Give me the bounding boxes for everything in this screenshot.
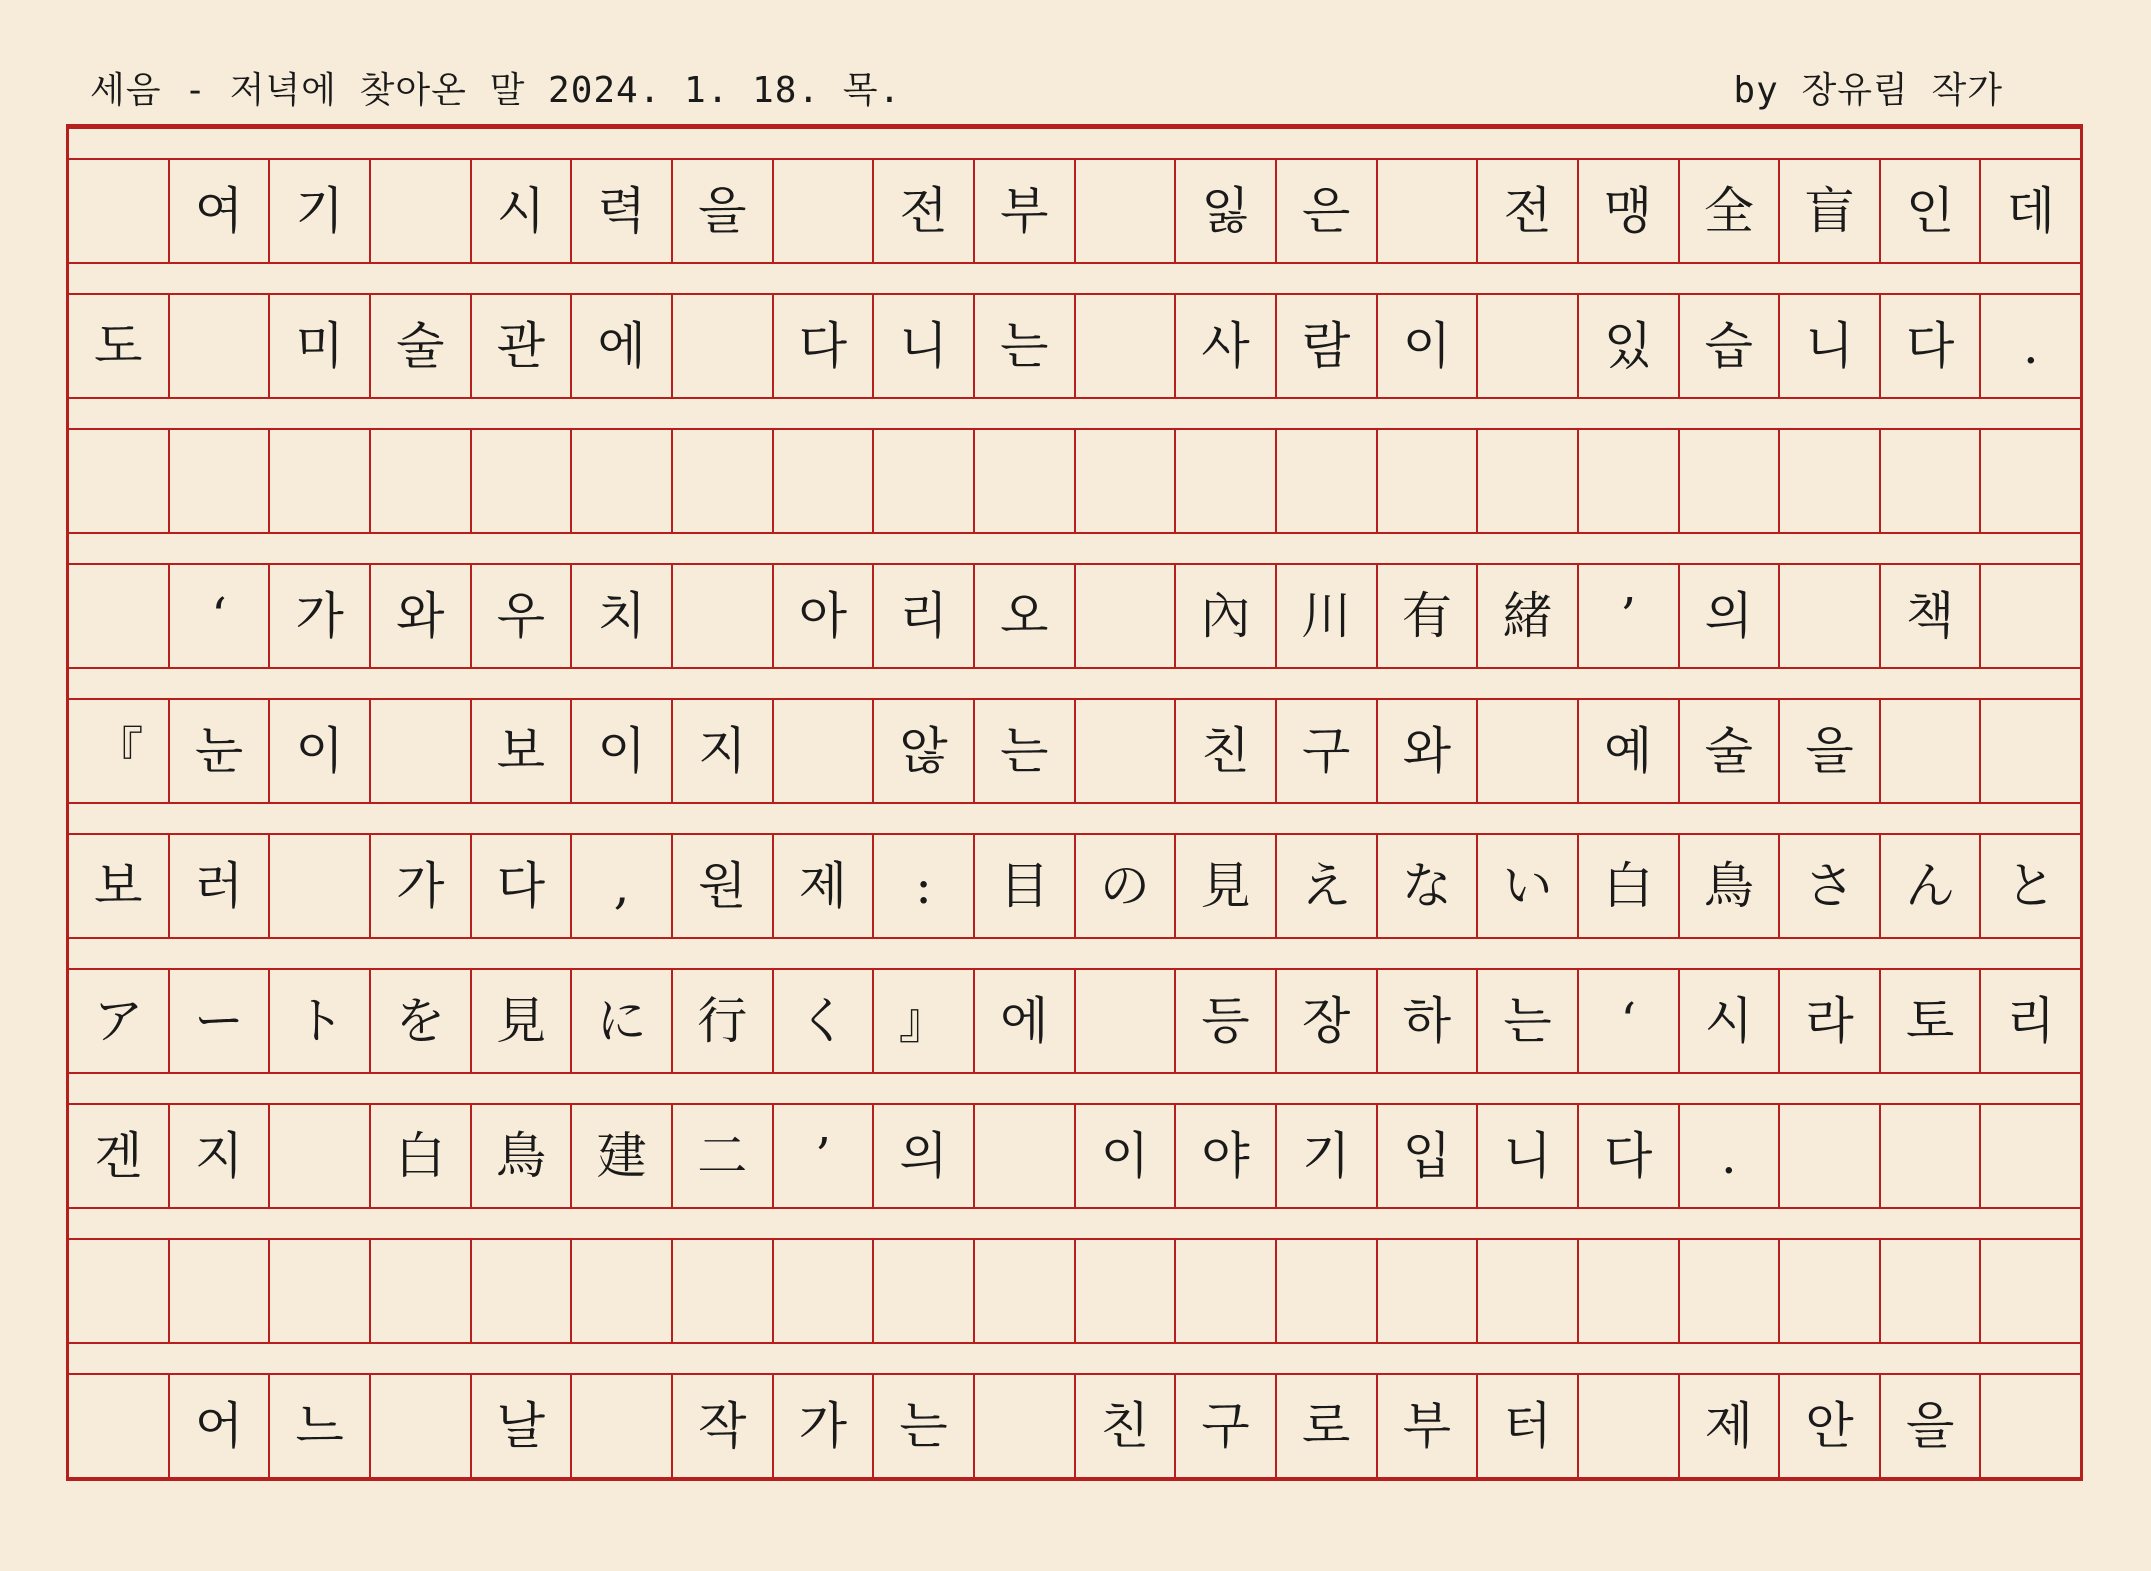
grid-cell: 』 xyxy=(874,970,975,1072)
grid-cell xyxy=(874,1240,975,1342)
grid-cell: 이 xyxy=(1076,1105,1177,1207)
grid-cell: 있 xyxy=(1579,295,1680,397)
header-title: 세음 - 저녁에 찾아온 말 2024. 1. 18. 목. xyxy=(90,70,902,111)
grid-cell xyxy=(1881,1105,1982,1207)
grid-cell xyxy=(371,1375,472,1477)
grid-cell xyxy=(1076,295,1177,397)
grid-cell: ’ xyxy=(1579,565,1680,667)
grid-cell: 책 xyxy=(1881,565,1982,667)
grid-cell xyxy=(1981,1375,2080,1477)
grid-cell: 안 xyxy=(1780,1375,1881,1477)
grid-cell: 內 xyxy=(1176,565,1277,667)
grid-cell: 을 xyxy=(1881,1375,1982,1477)
grid-cell: 도 xyxy=(69,295,170,397)
grid-cell xyxy=(170,295,271,397)
row-spacer xyxy=(69,667,2080,700)
row-spacer xyxy=(69,532,2080,565)
grid-cell xyxy=(371,1240,472,1342)
grid-cell: 제 xyxy=(1680,1375,1781,1477)
grid-cell xyxy=(69,565,170,667)
grid-cell xyxy=(1378,160,1479,262)
row-spacer xyxy=(69,1342,2080,1375)
grid-row xyxy=(69,565,2080,667)
grid-cell: と xyxy=(2005,857,2056,915)
grid-cell: さ xyxy=(1780,835,1881,937)
grid-cell xyxy=(1478,295,1579,397)
grid-cell: 날 xyxy=(472,1375,573,1477)
grid-cell: 의 xyxy=(874,1105,975,1207)
grid-cell xyxy=(673,430,774,532)
row-spacer xyxy=(69,937,2080,970)
grid-cell xyxy=(371,430,472,532)
grid-cell: 다 xyxy=(472,835,573,937)
row-spacer xyxy=(69,262,2080,295)
grid-cell: 친 xyxy=(1176,700,1277,802)
grid-cell: 전 xyxy=(1478,160,1579,262)
grid-cell xyxy=(1881,700,1982,802)
grid-cell xyxy=(1277,430,1378,532)
grid-cell xyxy=(975,430,1076,532)
grid-cell: 작 xyxy=(673,1375,774,1477)
grid-cell: 白 xyxy=(371,1105,472,1207)
grid-cell: 行 xyxy=(673,970,774,1072)
grid-cell: 目 xyxy=(975,835,1076,937)
grid-cell xyxy=(1176,430,1277,532)
grid-cell: 보 xyxy=(69,835,170,937)
grid-cell: 리 xyxy=(874,565,975,667)
grid-cell xyxy=(1780,1105,1881,1207)
grid-cell xyxy=(1981,565,2080,667)
grid-cell: 鳥 xyxy=(1680,835,1781,937)
grid-cell: 인 xyxy=(1881,160,1982,262)
grid-cell: 부 xyxy=(1378,1375,1479,1477)
grid-cell: 시 xyxy=(472,160,573,262)
grid-cell: 하 xyxy=(1378,970,1479,1072)
grid-cell: 람 xyxy=(1277,295,1378,397)
grid-cell: 는 xyxy=(874,1375,975,1477)
grid-cell xyxy=(572,1240,673,1342)
grid-cell: 러 xyxy=(170,835,271,937)
grid-cell xyxy=(874,430,975,532)
grid-cell: ん xyxy=(1881,835,1982,937)
grid-cell xyxy=(371,160,472,262)
grid-cell: 鳥 xyxy=(472,1105,573,1207)
grid-row xyxy=(69,970,2080,1072)
grid-cell xyxy=(1579,430,1680,532)
grid-cell: 지 xyxy=(170,1105,271,1207)
grid-cell: 川 xyxy=(1277,565,1378,667)
grid-cell: 여 xyxy=(170,160,271,262)
header-author: by 장유림 작가 xyxy=(1733,70,2003,111)
grid-cell: 우 xyxy=(472,565,573,667)
grid-cell xyxy=(673,295,774,397)
grid-cell: , xyxy=(572,835,673,937)
grid-cell: 구 xyxy=(1176,1375,1277,1477)
grid-cell xyxy=(69,160,170,262)
grid-cell: ’ xyxy=(774,1105,875,1207)
grid-cell xyxy=(1076,430,1177,532)
grid-cell: え xyxy=(1277,835,1378,937)
grid-cell xyxy=(1981,1240,2080,1342)
row-spacer xyxy=(69,1072,2080,1105)
grid-cell xyxy=(1478,430,1579,532)
grid-cell xyxy=(975,1375,1076,1477)
grid-cell: ト xyxy=(270,970,371,1072)
grid-cell: 가 xyxy=(371,835,472,937)
grid-cell xyxy=(774,160,875,262)
row-spacer xyxy=(69,1207,2080,1240)
grid-cell: 다 xyxy=(1579,1105,1680,1207)
grid-cell: 二 xyxy=(673,1105,774,1207)
grid-cell: 느 xyxy=(270,1375,371,1477)
grid-cell: 잃 xyxy=(1176,160,1277,262)
grid-cell xyxy=(572,1375,673,1477)
grid-cell: 술 xyxy=(1680,700,1781,802)
grid-cell xyxy=(1780,430,1881,532)
grid-row xyxy=(69,430,2080,532)
grid-cell: 는 xyxy=(1478,970,1579,1072)
grid-cell xyxy=(1780,1240,1881,1342)
grid-cell xyxy=(270,1240,371,1342)
grid-cell: 원 xyxy=(673,835,774,937)
grid-cell xyxy=(1277,1240,1378,1342)
grid-cell: 이 xyxy=(1378,295,1479,397)
grid-cell: 建 xyxy=(572,1105,673,1207)
grid-cell: ‘ xyxy=(1579,970,1680,1072)
grid-cell: 라 xyxy=(1780,970,1881,1072)
grid-cell: 가 xyxy=(270,565,371,667)
grid-row xyxy=(69,1240,2080,1342)
grid-cell: 全 xyxy=(1680,160,1781,262)
grid-cell: 니 xyxy=(874,295,975,397)
grid-cell xyxy=(572,430,673,532)
grid-cell: 예 xyxy=(1579,700,1680,802)
grid-cell xyxy=(472,1240,573,1342)
grid-cell: 친 xyxy=(1076,1375,1177,1477)
grid-cell: 는 xyxy=(975,295,1076,397)
grid-cell: 리 xyxy=(2006,992,2055,1050)
grid-cell: ‘ xyxy=(170,565,271,667)
grid-cell: 어 xyxy=(170,1375,271,1477)
row-spacer xyxy=(69,397,2080,430)
row-spacer xyxy=(69,127,2080,160)
grid-cell xyxy=(1579,1375,1680,1477)
grid-cell xyxy=(1981,430,2080,532)
grid-cell: 에 xyxy=(975,970,1076,1072)
grid-cell xyxy=(1680,430,1781,532)
grid-cell: 력 xyxy=(572,160,673,262)
grid-row xyxy=(69,295,2080,397)
grid-cell: 緒 xyxy=(1478,565,1579,667)
grid-cell: 기 xyxy=(1277,1105,1378,1207)
grid-cell xyxy=(1076,700,1177,802)
grid-cell: 니 xyxy=(1780,295,1881,397)
grid-cell: 등 xyxy=(1176,970,1277,1072)
grid-cell: 니 xyxy=(1478,1105,1579,1207)
grid-row xyxy=(69,1105,2080,1207)
grid-cell: 有 xyxy=(1378,565,1479,667)
manuscript-grid xyxy=(66,124,2083,1481)
grid-cell: 입 xyxy=(1378,1105,1479,1207)
grid-cell xyxy=(1478,700,1579,802)
grid-cell xyxy=(1076,1240,1177,1342)
grid-cell xyxy=(1981,1105,2080,1207)
grid-cell xyxy=(673,1240,774,1342)
grid-cell: 다 xyxy=(774,295,875,397)
grid-cell: 이 xyxy=(572,700,673,802)
grid-cell: 터 xyxy=(1478,1375,1579,1477)
grid-cell: く xyxy=(774,970,875,1072)
grid-cell: な xyxy=(1378,835,1479,937)
grid-cell: 겐 xyxy=(69,1105,170,1207)
grid-cell: 오 xyxy=(975,565,1076,667)
grid-cell: 야 xyxy=(1176,1105,1277,1207)
grid-cell: 에 xyxy=(572,295,673,397)
grid-row xyxy=(69,700,2080,802)
grid-cell xyxy=(1478,1240,1579,1342)
grid-cell xyxy=(1378,430,1479,532)
grid-cell: 술 xyxy=(371,295,472,397)
grid-cell: を xyxy=(371,970,472,1072)
grid-cell: 와 xyxy=(371,565,472,667)
grid-cell: 가 xyxy=(774,1375,875,1477)
grid-cell xyxy=(1881,430,1982,532)
grid-cell: : xyxy=(874,835,975,937)
grid-cell xyxy=(1076,970,1177,1072)
grid-cell: 토 xyxy=(1881,970,1982,1072)
grid-cell: 을 xyxy=(673,160,774,262)
grid-cell xyxy=(1076,160,1177,262)
grid-cell: 기 xyxy=(270,160,371,262)
grid-cell: 습 xyxy=(1680,295,1781,397)
grid-cell: 않 xyxy=(874,700,975,802)
grid-cell xyxy=(673,565,774,667)
grid-cell xyxy=(69,1375,170,1477)
grid-cell xyxy=(170,430,271,532)
grid-cell: 見 xyxy=(472,970,573,1072)
grid-cell xyxy=(1378,1240,1479,1342)
grid-cell: 맹 xyxy=(1579,160,1680,262)
row-spacer xyxy=(69,1477,2080,1490)
grid-cell xyxy=(774,430,875,532)
grid-cell: 盲 xyxy=(1780,160,1881,262)
grid-cell: 白 xyxy=(1579,835,1680,937)
grid-cell: に xyxy=(572,970,673,1072)
grid-row xyxy=(69,160,2080,262)
grid-cell xyxy=(270,1105,371,1207)
grid-cell: 의 xyxy=(1680,565,1781,667)
grid-cell xyxy=(1579,1240,1680,1342)
grid-cell xyxy=(69,1240,170,1342)
grid-cell: 지 xyxy=(673,700,774,802)
grid-cell: 로 xyxy=(1277,1375,1378,1477)
grid-cell xyxy=(69,430,170,532)
grid-cell xyxy=(1680,1240,1781,1342)
row-spacer xyxy=(69,802,2080,835)
grid-cell xyxy=(975,1240,1076,1342)
grid-cell xyxy=(472,430,573,532)
grid-cell xyxy=(1176,1240,1277,1342)
grid-cell xyxy=(270,835,371,937)
grid-cell: 사 xyxy=(1176,295,1277,397)
grid-cell xyxy=(975,1105,1076,1207)
grid-cell: 은 xyxy=(1277,160,1378,262)
grid-cell: 데 xyxy=(2006,182,2055,240)
grid-cell xyxy=(774,1240,875,1342)
grid-cell: 시 xyxy=(1680,970,1781,1072)
grid-cell xyxy=(1076,565,1177,667)
grid-cell: 을 xyxy=(1780,700,1881,802)
grid-cell: い xyxy=(1478,835,1579,937)
grid-cell: 제 xyxy=(774,835,875,937)
grid-cell: ー xyxy=(170,970,271,1072)
grid-cell: 장 xyxy=(1277,970,1378,1072)
grid-cell: 와 xyxy=(1378,700,1479,802)
grid-cell: 『 xyxy=(69,700,170,802)
grid-cell: 미 xyxy=(270,295,371,397)
grid-cell xyxy=(1780,565,1881,667)
grid-cell: 보 xyxy=(472,700,573,802)
grid-cell: 見 xyxy=(1176,835,1277,937)
grid-cell: 다 xyxy=(1881,295,1982,397)
grid-cell: 부 xyxy=(975,160,1076,262)
grid-cell: 관 xyxy=(472,295,573,397)
grid-cell xyxy=(1881,1240,1982,1342)
grid-cell: 는 xyxy=(975,700,1076,802)
grid-cell xyxy=(270,430,371,532)
grid-cell: の xyxy=(1076,835,1177,937)
grid-row xyxy=(69,835,2080,937)
grid-cell: 이 xyxy=(270,700,371,802)
grid-cell: 눈 xyxy=(170,700,271,802)
grid-cell: . xyxy=(2022,317,2039,375)
grid-cell xyxy=(1981,700,2080,802)
grid-cell: 구 xyxy=(1277,700,1378,802)
grid-cell: ア xyxy=(69,970,170,1072)
grid-cell: . xyxy=(1680,1105,1781,1207)
grid-cell xyxy=(170,1240,271,1342)
grid-cell: 치 xyxy=(572,565,673,667)
grid-cell xyxy=(774,700,875,802)
grid-cell xyxy=(371,700,472,802)
grid-cell: 전 xyxy=(874,160,975,262)
grid-cell: 아 xyxy=(774,565,875,667)
grid-row xyxy=(69,1375,2080,1477)
